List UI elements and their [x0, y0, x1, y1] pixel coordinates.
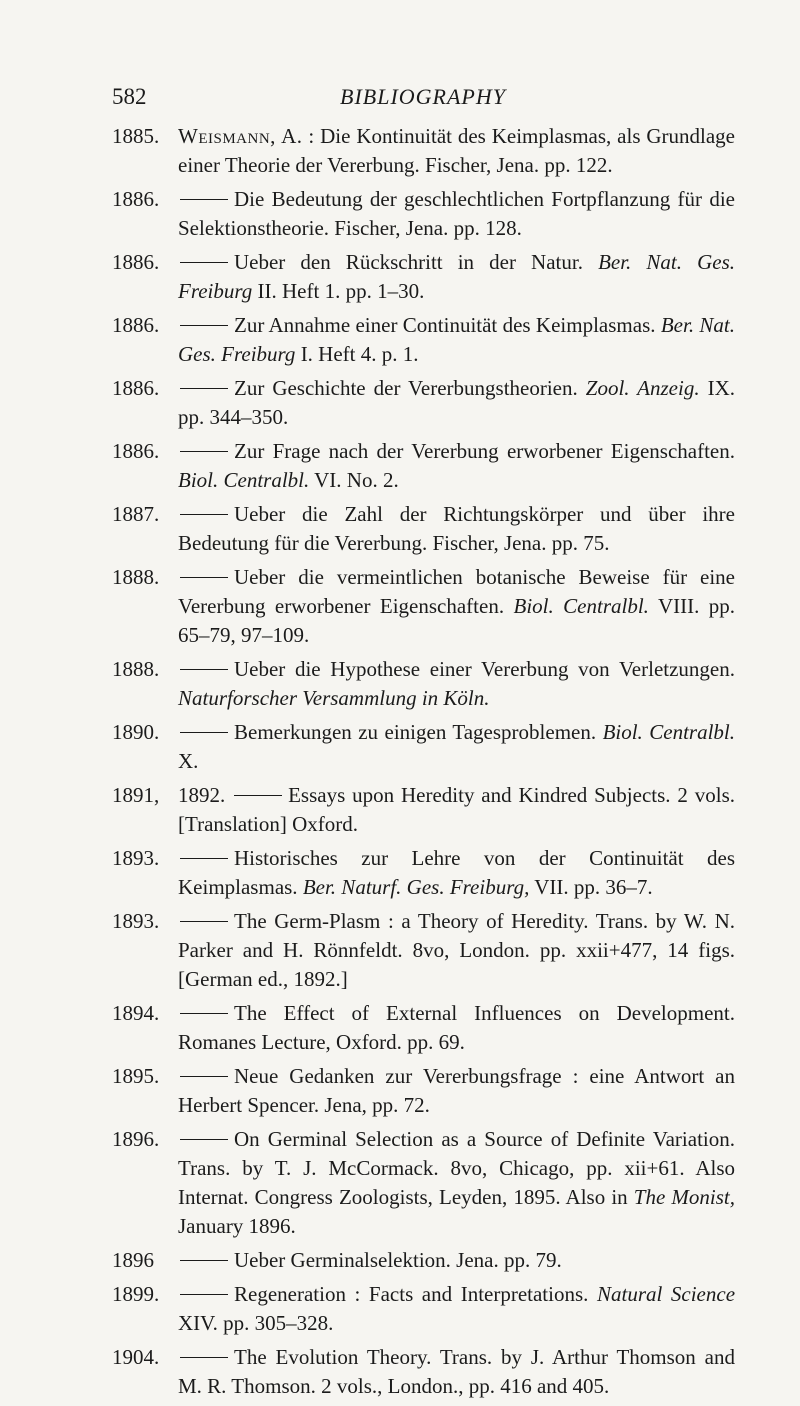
bibliography-entry: [0, 374, 800, 432]
entry-title: Bemerkungen zu einigen Tagesproblemen.: [234, 720, 597, 744]
entry-details: XIV. pp. 305–328.: [178, 1311, 334, 1335]
ditto-dash: [180, 577, 228, 578]
entry-text: [178, 1125, 735, 1241]
entry-title: The Germ-Plasm : a Theory of Heredity. Trans. by W. N. Parker and H. Rönnfeldt. 8vo, London. pp. xxii+477, 14 figs. [German ed., 1892.]: [178, 909, 735, 991]
entry-title: Neue Gedanken zur Vererbungsfrage : eine Antwort an Herbert Spencer. Jena, pp. 72.: [178, 1064, 735, 1117]
ditto-dash: [180, 451, 228, 452]
entry-title: Ueber die Hypothese einer Vererbung von Verletzungen.: [234, 657, 735, 681]
entry-details: VI. No. 2.: [314, 468, 399, 492]
bibliography-entry: [0, 1280, 800, 1338]
bibliography-entry: [0, 655, 800, 713]
entry-journal: Biol. Centralbl.: [513, 594, 649, 618]
entry-title: On Germinal Selection as a Source of Definite Variation. Trans. by T. J. McCormack. 8vo, Chicago, pp. xii+61. Also Internat. Congress Zoologists, Leyden, 1895. Also in: [178, 1127, 735, 1209]
bibliography-entry: [0, 999, 800, 1057]
bibliography-entry: [0, 907, 800, 994]
entry-title: Zur Geschichte der Vererbungstheorien.: [234, 376, 578, 400]
entry-year: 1896.: [112, 1127, 160, 1151]
entry-title: Ueber die vermeintlichen botanische Beweise für eine Vererbung erworbener Eigenschaften.: [178, 565, 735, 618]
ditto-dash: [180, 1076, 228, 1077]
entry-journal: Ber. Nat. Ges. Freiburg: [178, 313, 736, 366]
ditto-dash: [180, 388, 228, 389]
entry-journal: Biol. Centralbl.: [602, 720, 736, 744]
entry-year: 1895.: [112, 1064, 160, 1088]
entry-text: [178, 500, 735, 558]
entry-text: [178, 781, 735, 839]
entry-details: VII. pp. 36–7.: [534, 875, 653, 899]
entry-journal: Ber. Nat. Ges. Freiburg: [178, 250, 735, 303]
entry-title: The Evolution Theory. Trans. by J. Arthur Thomson and M. R. Thomson. 2 vols., London., pp. 416 and 405.: [178, 1345, 735, 1398]
bibliography-entry: [0, 563, 800, 650]
entry-year: 1890.: [112, 720, 160, 744]
ditto-dash: [180, 858, 228, 859]
entry-year: 1885.: [112, 124, 160, 148]
entry-text: Weismann, A. : Die Kontinuität des Keimplasmas, als Grundlage einer Theorie der Vererbung. Fischer, Jena. pp. 122.: [178, 124, 736, 177]
ditto-dash: [180, 262, 228, 263]
entry-year-prefix: 1892.: [178, 783, 226, 807]
entry-details: VIII. pp. 65–79, 97–109.: [178, 594, 735, 647]
ditto-dash: [234, 795, 282, 796]
entry-text: [178, 1062, 735, 1120]
entry-text: [178, 248, 735, 306]
ditto-dash: [180, 514, 228, 515]
entry-year: 1891,: [112, 783, 160, 807]
bibliography-entry: [0, 1343, 800, 1401]
ditto-dash: [180, 732, 228, 733]
entry-text: [178, 374, 735, 432]
page-header: [0, 76, 800, 116]
entry-year: 1894.: [112, 1001, 160, 1025]
bibliography-entry: [0, 1125, 800, 1241]
entry-year: 1886.: [112, 376, 160, 400]
entry-details: X.: [178, 749, 199, 773]
entry-journal: The Monist,: [633, 1185, 735, 1209]
entry-title: Ueber die Zahl der Richtungskörper und über ihre Bedeutung für die Vererbung. Fischer, Jena. pp. 75.: [178, 502, 735, 555]
entry-text: [178, 907, 735, 994]
entry-journal: Natural Science: [596, 1282, 736, 1306]
entry-details: IX. pp. 344–350.: [178, 376, 736, 429]
entry-text: [178, 1343, 735, 1401]
ditto-dash: [180, 921, 228, 922]
bibliography-list: [0, 122, 800, 1406]
entry-year: 1888.: [112, 657, 160, 681]
entry-text: [178, 437, 735, 495]
page-number: 582: [112, 84, 147, 109]
ditto-dash: [180, 1139, 228, 1140]
entry-title: Ueber Germinalselektion. Jena. pp. 79.: [234, 1248, 562, 1272]
ditto-dash: [180, 1013, 228, 1014]
bibliography-entry: [0, 122, 800, 180]
entry-text: [178, 844, 735, 902]
ditto-dash: [180, 1260, 228, 1261]
entry-text: [178, 655, 735, 713]
ditto-dash: [180, 325, 228, 326]
entry-year: 1886.: [112, 313, 160, 337]
bibliography-entry: [0, 248, 800, 306]
entry-title: Zur Frage nach der Vererbung erworbener Eigenschaften.: [234, 439, 735, 463]
entry-title: Die Kontinuität des Keimplasmas, als Grundlage einer Theorie der Vererbung. Fischer, Jena. pp. 122.: [178, 124, 736, 177]
bibliography-entry: [0, 1246, 800, 1275]
bibliography-entry: [0, 781, 800, 839]
entry-title: Ueber den Rückschritt in der Natur.: [234, 250, 583, 274]
entry-year: 1893.: [112, 909, 160, 933]
ditto-dash: [180, 669, 228, 670]
entry-details: II. Heft 1. pp. 1–30.: [257, 279, 425, 303]
ditto-dash: [180, 199, 228, 200]
entry-journal: Zool. Anzeig.: [585, 376, 700, 400]
entry-details: I. Heft 4. p. 1.: [300, 342, 419, 366]
entry-year: 1887.: [112, 502, 160, 526]
entry-journal: Naturforscher Versammlung in Köln.: [178, 686, 490, 710]
entry-text: [178, 999, 735, 1057]
entry-year: 1888.: [112, 565, 160, 589]
entry-journal: Biol. Centralbl.: [178, 468, 310, 492]
entry-year: 1893.: [112, 846, 160, 870]
running-title: BIBLIOGRAPHY: [340, 84, 506, 109]
bibliography-entry: [0, 1062, 800, 1120]
ditto-dash: [180, 1357, 228, 1358]
entry-title: The Effect of External Influences on Development. Romanes Lecture, Oxford. pp. 69.: [178, 1001, 735, 1054]
entry-year: 1886.: [112, 250, 160, 274]
entry-year: 1904.: [112, 1345, 160, 1369]
bibliography-entry: [0, 500, 800, 558]
entry-details: January 1896.: [178, 1214, 296, 1238]
bibliography-entry: [0, 311, 800, 369]
entry-year: 1886.: [112, 187, 160, 211]
entry-text: [178, 1280, 735, 1338]
entry-title: Zur Annahme einer Continuität des Keimplasmas.: [234, 313, 656, 337]
entry-title: Historisches zur Lehre von der Continuität des Keimplasmas.: [178, 846, 735, 899]
entry-year: 1899.: [112, 1282, 160, 1306]
bibliography-entry: [0, 437, 800, 495]
entry-title: Die Bedeutung der geschlechtlichen Fortpflanzung für die Selektionstheorie. Fischer, Jena. pp. 128.: [178, 187, 735, 240]
bibliography-entry: [0, 718, 800, 776]
bibliography-entry: [0, 185, 800, 243]
entry-title: Essays upon Heredity and Kindred Subjects. 2 vols. [Translation] Oxford.: [178, 783, 735, 836]
entry-text: [178, 563, 735, 650]
entry-year: 1886.: [112, 439, 160, 463]
entry-title: Regeneration : Facts and Interpretations.: [234, 1282, 589, 1306]
ditto-dash: [180, 1294, 228, 1295]
entry-year: 1896: [112, 1248, 154, 1272]
entry-author: Weismann, A.: [178, 124, 303, 148]
entry-text: [178, 311, 735, 369]
entry-journal: Ber. Naturf. Ges. Freiburg,: [302, 875, 530, 899]
entry-text: [178, 718, 735, 776]
entry-text: [178, 1246, 735, 1275]
entry-text: [178, 185, 735, 243]
bibliography-entry: [0, 844, 800, 902]
